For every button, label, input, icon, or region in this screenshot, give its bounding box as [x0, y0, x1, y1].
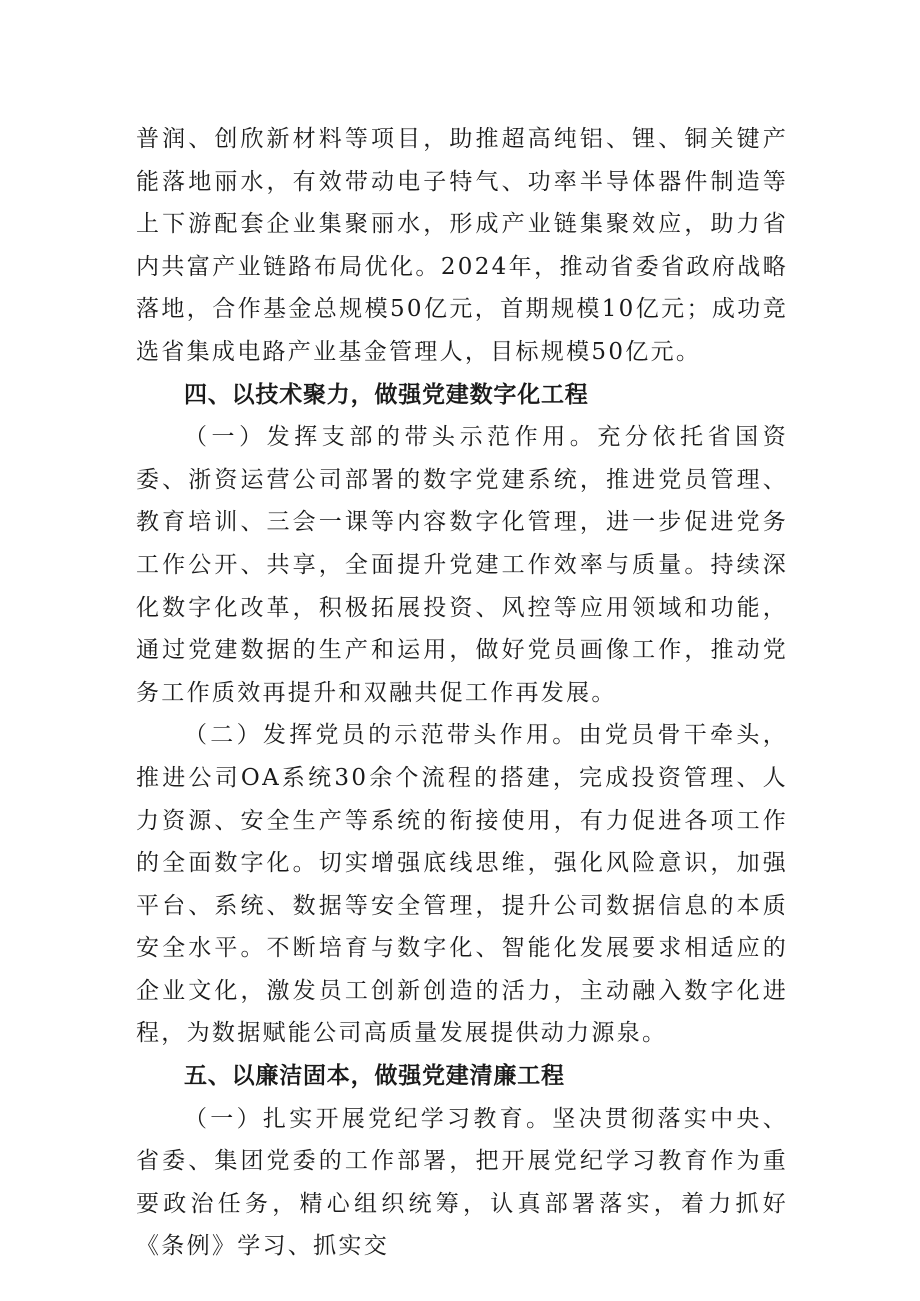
paragraph-4-2: （二）发挥党员的示范带头作用。由党员骨干牵头，推进公司OA系统30余个流程的搭建，完成投资管理、人力资源、安全生产等系统的衔接使用，有力促进各项工作的全面数字化。切实增强底线思维，强化风险意识，加强平台、系统、数据等安全管理，提升公司数据信息的本质安全水平。不断培育与数字化、智能化发展要求相适应的企业文化，激发员工创新创造的活力，主动融入数字化进程，为数据赋能公司高质量发展提供动力源泉。: [136, 722, 788, 1047]
document-page: [136, 118, 788, 1268]
paragraph-continued: 普润、创欣新材料等项目，助推超高纯铝、锂、铜关键产能落地丽水，有效带动电子特气、功率半导体器件制造等上下游配套企业集聚丽水，形成产业链集聚效应，助力省内共富产业链路布局优化。2024年，推动省委省政府战略落地，合作基金总规模50亿元，首期规模10亿元；成功竞选省集成电路产业基金管理人，目标规模50亿元。: [136, 126, 788, 365]
section-heading-5: 五、以廉洁固本，做强党建清廉工程: [184, 1063, 565, 1090]
paragraph-5-1: （一）扎实开展党纪学习教育。坚决贯彻落实中央、省委、集团党委的工作部署，把开展党纪学习教育作为重要政治任务，精心组织统筹，认真部署落实，着力抓好《条例》学习、抓实交: [136, 1105, 788, 1260]
paragraph-4-1: （一）发挥支部的带头示范作用。充分依托省国资委、浙资运营公司部署的数字党建系统，推进党员管理、教育培训、三会一课等内容数字化管理，进一步促进党务工作公开、共享，全面提升党建工作效率与质量。持续深化数字化改革，积极拓展投资、风控等应用领域和功能，通过党建数据的生产和运用，做好党员画像工作，推动党务工作质效再提升和双融共促工作再发展。: [136, 424, 788, 706]
section-heading-4: 四、以技术聚力，做强党建数字化工程: [184, 381, 589, 408]
